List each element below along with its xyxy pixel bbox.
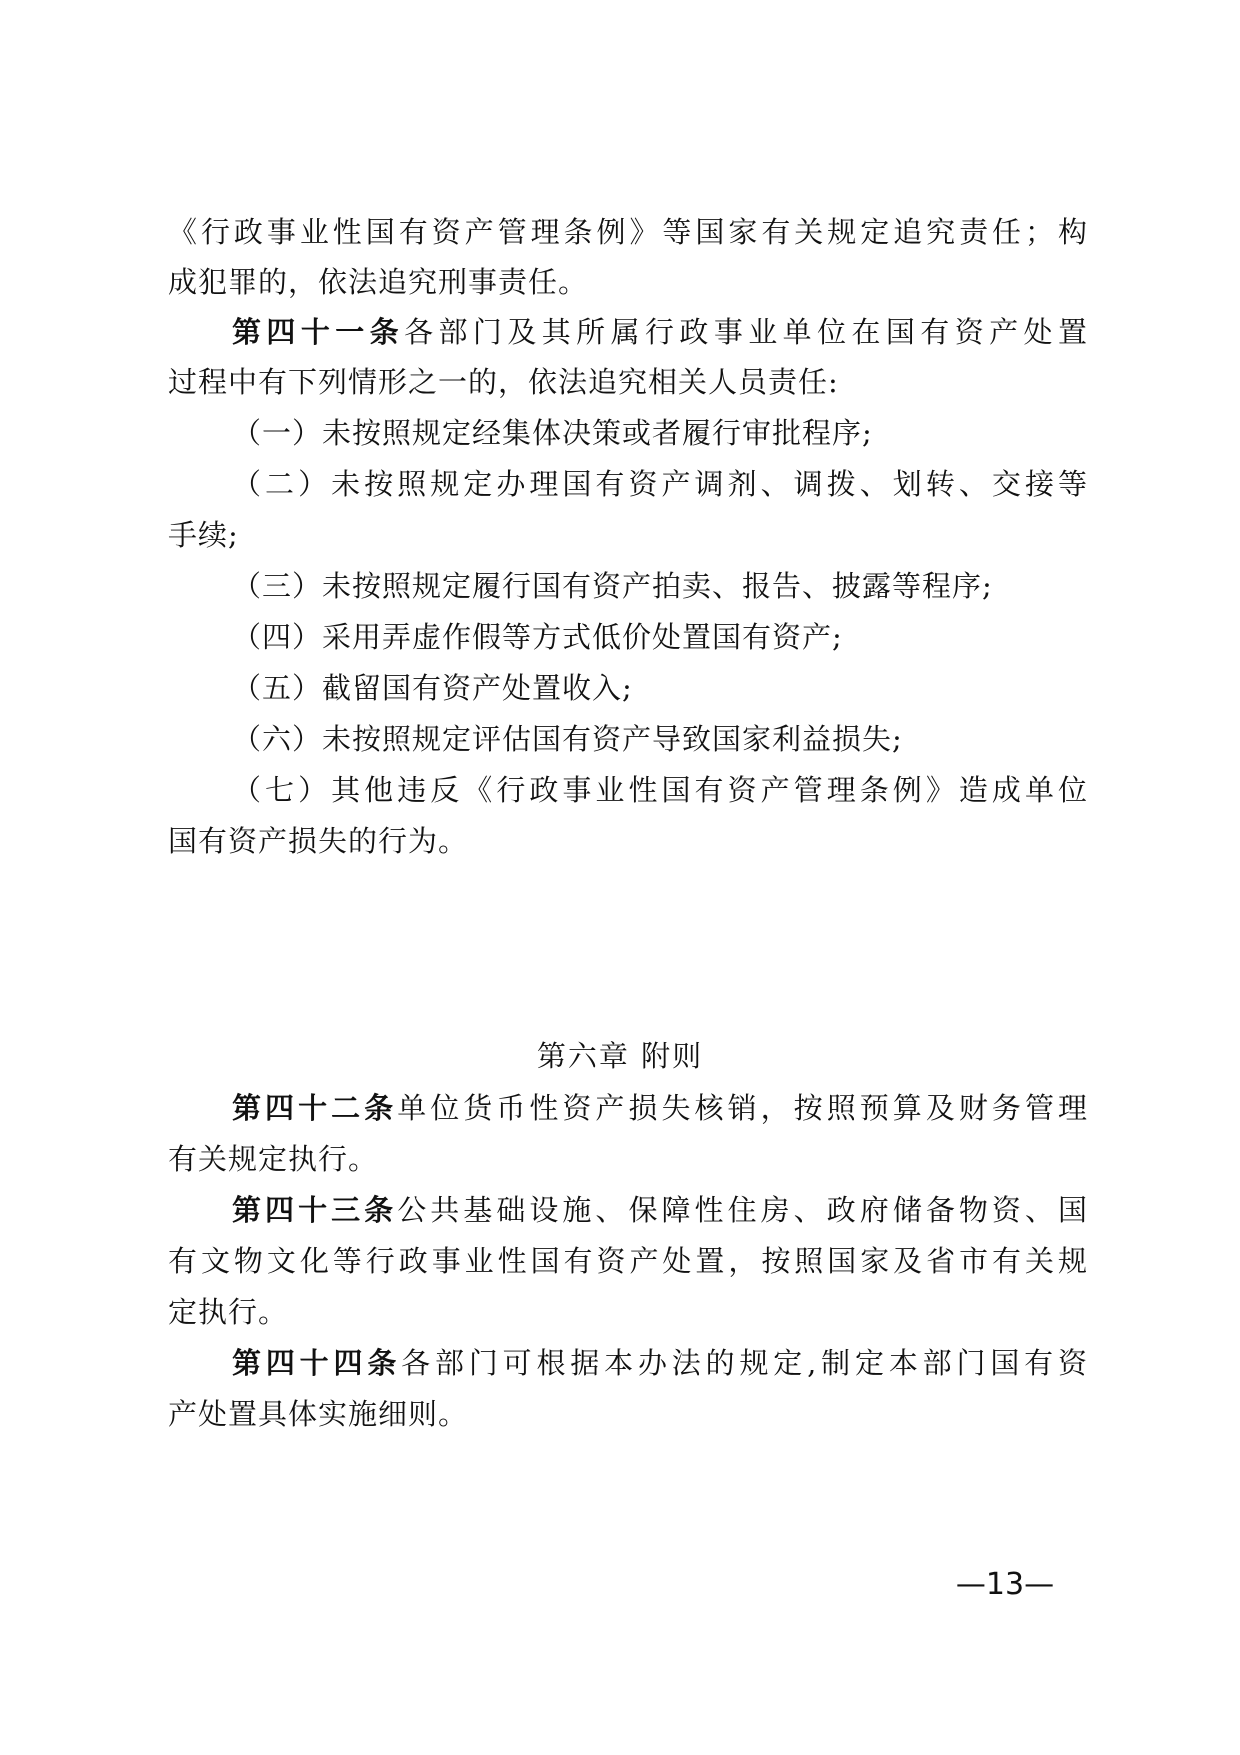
list-item: （四）采用弄虚作假等方式低价处置国有资产; bbox=[232, 620, 843, 654]
article-42-title: 第四十二条 bbox=[232, 1091, 398, 1125]
list-item: （二）未按照规定办理国有资产调剂、调拨、划转、交接等 bbox=[232, 467, 1088, 501]
article-44 bbox=[232, 1343, 1088, 1383]
article-41-title: 第四十一条 bbox=[232, 315, 405, 349]
paragraph-line: 《行政事业性国有资产管理条例》等国家有关规定追究责任；构 bbox=[168, 215, 1088, 249]
chapter-heading: 第六章 附则 bbox=[536, 1039, 704, 1073]
article-42-text: 单位货币性资产损失核销，按照预算及财务管理 bbox=[397, 1091, 1088, 1125]
paragraph-line: 定执行。 bbox=[168, 1295, 289, 1329]
article-43-title: 第四十三条 bbox=[232, 1193, 398, 1227]
paragraph-line: 有关规定执行。 bbox=[168, 1142, 379, 1176]
paragraph-line: 有文物文化等行政事业性国有资产处置，按照国家及省市有关规 bbox=[168, 1244, 1088, 1278]
paragraph-line: 产处置具体实施细则。 bbox=[168, 1397, 469, 1431]
article-43 bbox=[232, 1190, 1088, 1230]
article-43-text: 公共基础设施、保障性住房、政府储备物资、国 bbox=[397, 1193, 1088, 1227]
list-item: （六）未按照规定评估国有资产导致国家利益损失; bbox=[232, 722, 903, 756]
list-item: （一）未按照规定经集体决策或者履行审批程序; bbox=[232, 416, 873, 450]
article-44-title: 第四十四条 bbox=[232, 1346, 402, 1380]
article-44-text: 各部门可根据本办法的规定,制定本部门国有资 bbox=[401, 1346, 1088, 1380]
page-number: —13— bbox=[955, 1567, 1055, 1602]
list-item-continuation: 国有资产损失的行为。 bbox=[168, 824, 469, 858]
list-item: （三）未按照规定履行国有资产拍卖、报告、披露等程序; bbox=[232, 569, 993, 603]
list-item: （七）其他违反《行政事业性国有资产管理条例》造成单位 bbox=[232, 773, 1088, 807]
article-41 bbox=[232, 312, 1088, 352]
article-41-text: 各部门及其所属行政事业单位在国有资产处置 bbox=[404, 315, 1088, 349]
article-42 bbox=[232, 1088, 1088, 1128]
paragraph-line: 成犯罪的，依法追究刑事责任。 bbox=[168, 265, 589, 299]
list-item: （五）截留国有资产处置收入; bbox=[232, 671, 633, 705]
paragraph-line: 过程中有下列情形之一的，依法追究相关人员责任: bbox=[168, 365, 839, 399]
list-item-continuation: 手续; bbox=[168, 518, 239, 552]
